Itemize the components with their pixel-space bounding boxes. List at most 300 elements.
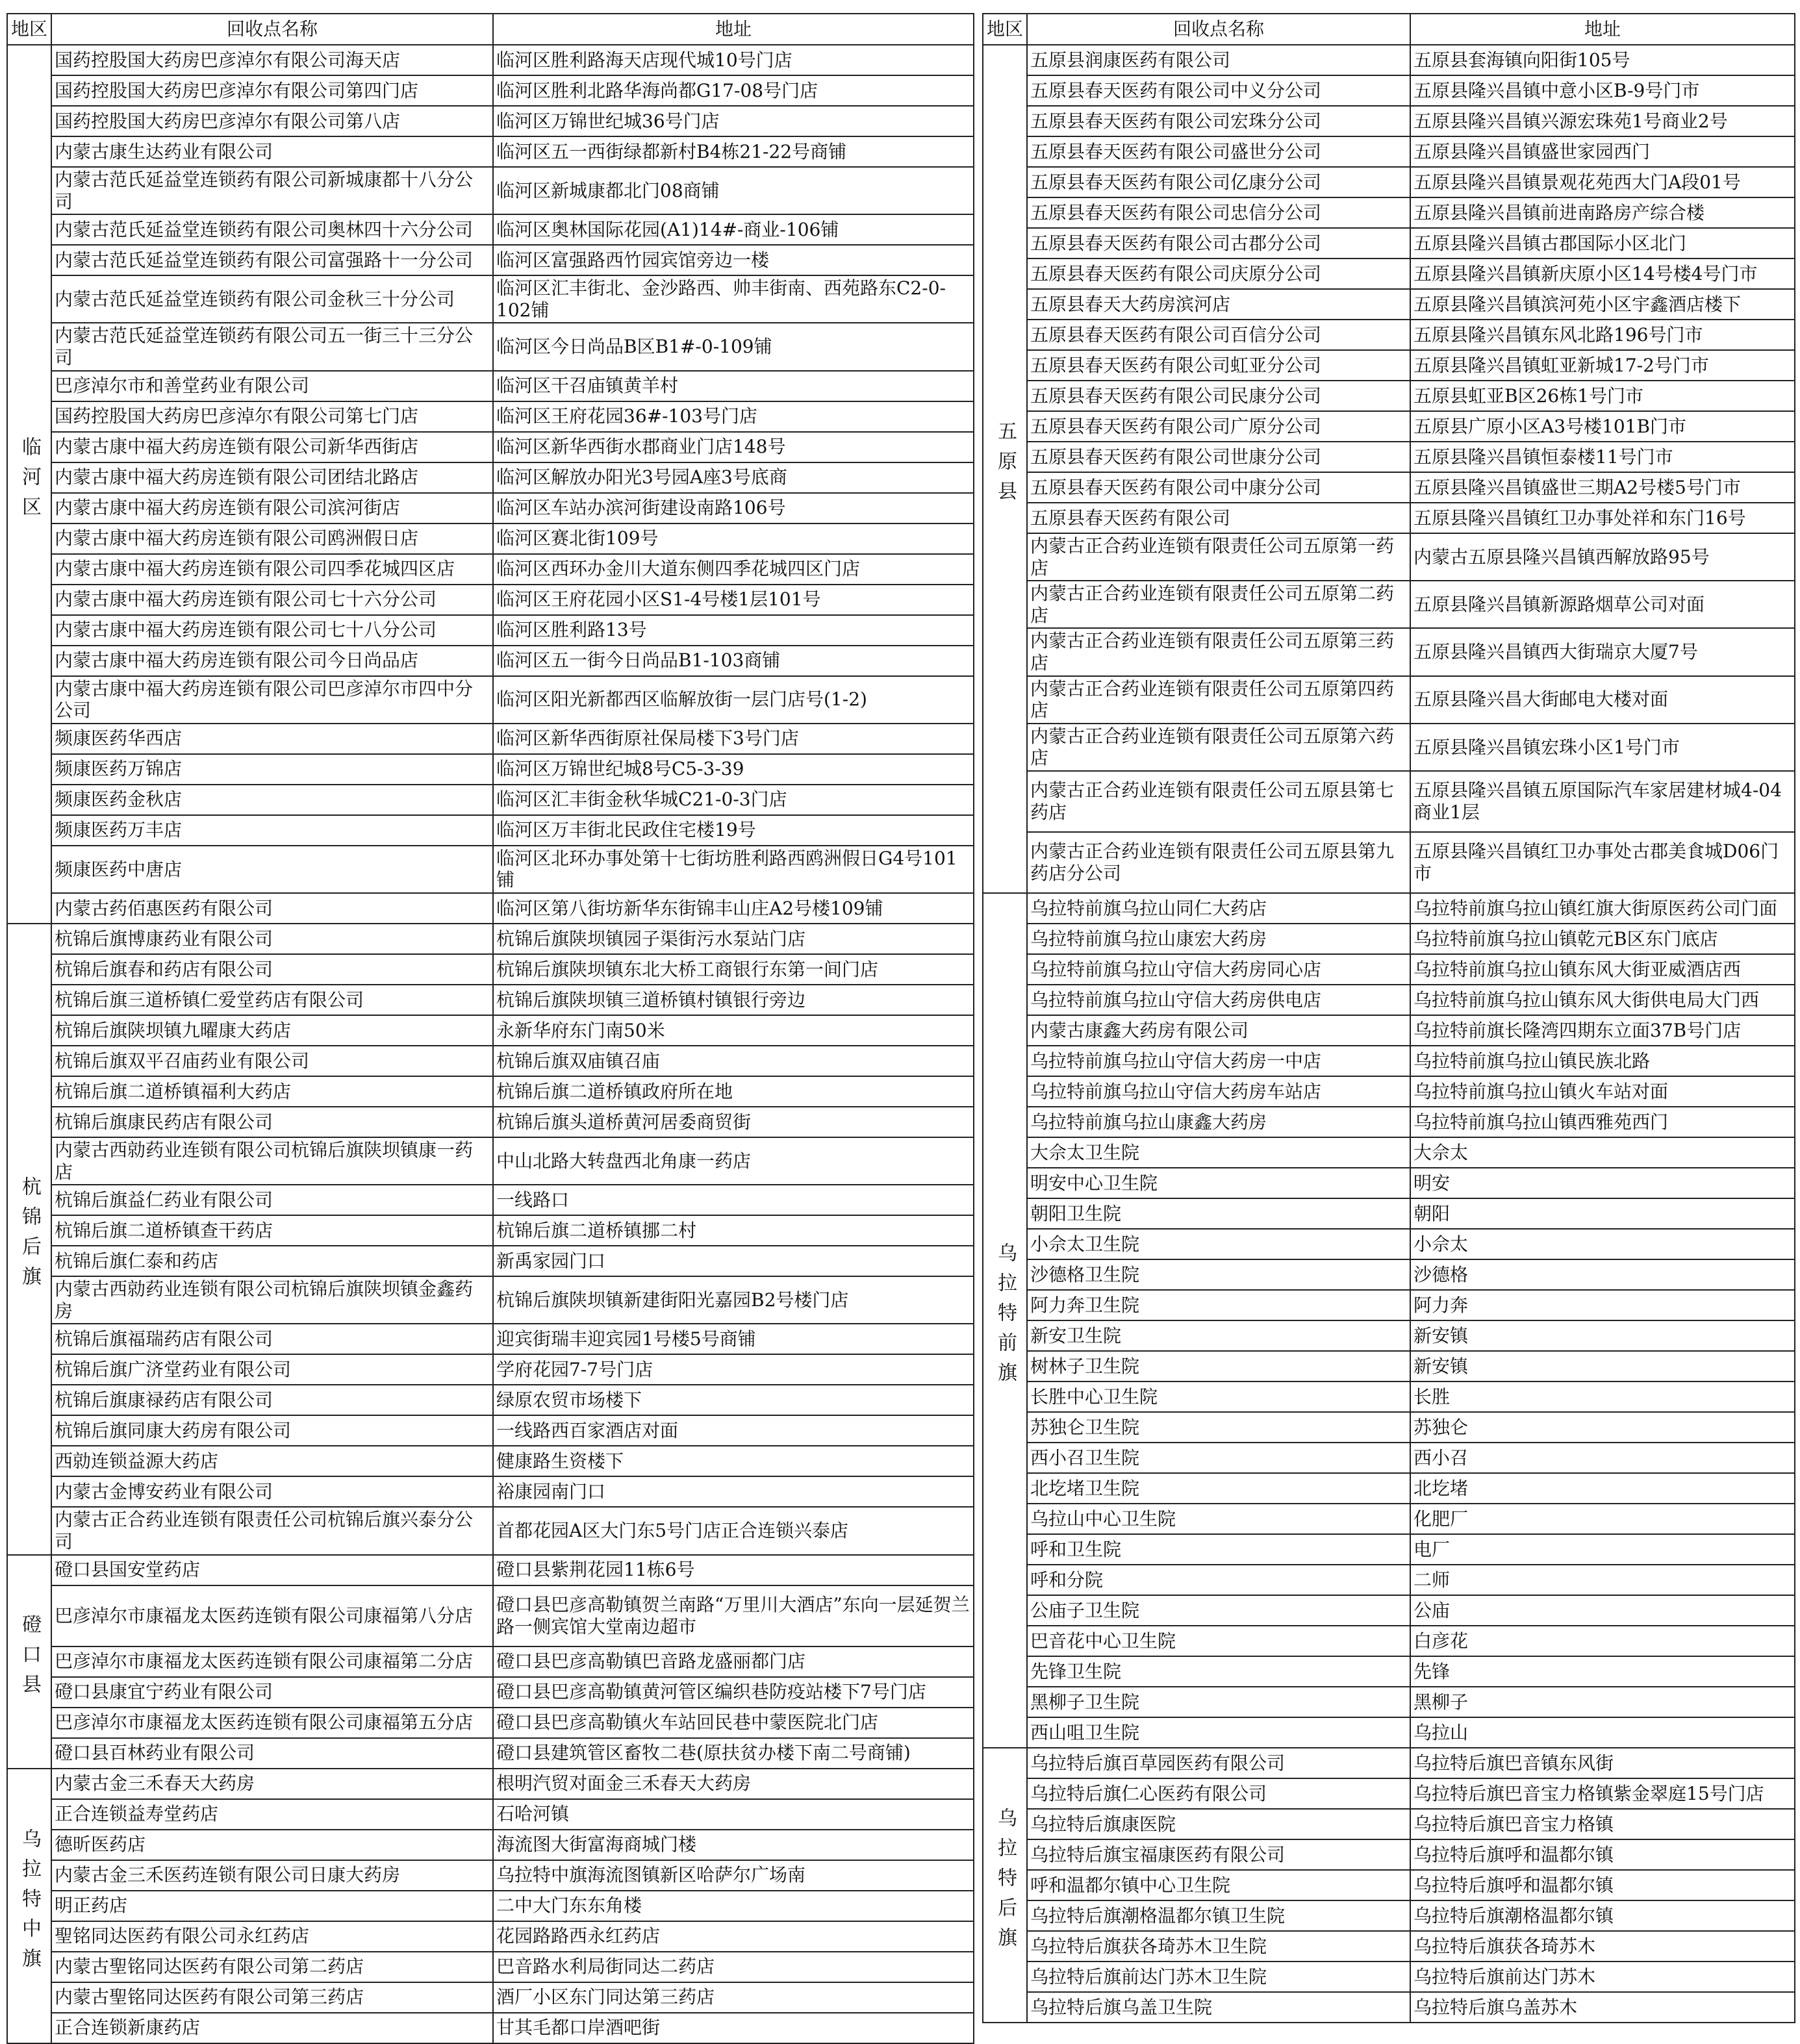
site-name: 杭锦后旗福瑞药店有限公司 <box>51 1324 493 1354</box>
table-row <box>7 524 974 554</box>
site-address: 首都花园A区大门东5号门店正合连锁兴泰店 <box>493 1507 974 1554</box>
site-address: 明安 <box>1410 1168 1795 1198</box>
site-address: 绿原农贸市场楼下 <box>493 1385 974 1415</box>
site-name: 先锋卫生院 <box>1027 1656 1410 1687</box>
site-address: 乌拉山 <box>1410 1717 1795 1748</box>
site-name: 西勍连锁益源大药店 <box>51 1446 493 1476</box>
site-address: 二中大门东东角楼 <box>493 1891 974 1921</box>
table-row <box>983 1229 1795 1259</box>
site-address: 临河区五一西街绿都新村B4栋21-22号商铺 <box>493 136 974 167</box>
site-address: 乌拉特后旗获各琦苏木 <box>1410 1931 1795 1962</box>
site-name: 频康医药万锦店 <box>51 754 493 785</box>
table-row <box>983 1198 1795 1229</box>
table-row <box>7 1385 974 1415</box>
site-address: 小佘太 <box>1410 1229 1795 1259</box>
site-name: 长胜中心卫生院 <box>1027 1382 1410 1412</box>
site-address: 乌拉特前旗乌拉山镇西雅苑西门 <box>1410 1107 1795 1137</box>
header-region: 地区 <box>983 14 1027 45</box>
site-address: 五原县隆兴昌镇景观花苑西大门A段01号 <box>1410 167 1795 197</box>
table-row <box>7 1446 974 1476</box>
site-name: 频康医药华西店 <box>51 724 493 754</box>
table-row <box>983 893 1795 924</box>
site-address: 临河区汇丰街金秋华城C21-0-3门店 <box>493 785 974 815</box>
header-row <box>983 14 1795 45</box>
site-address: 五原县隆兴昌镇滨河苑小区宇鑫酒店楼下 <box>1410 289 1795 320</box>
site-address: 五原县隆兴昌镇恒泰楼11号门市 <box>1410 442 1795 472</box>
header-name: 回收点名称 <box>1027 14 1410 45</box>
site-name: 五原县春天医药有限公司古郡分公司 <box>1027 228 1410 259</box>
table-row <box>7 401 974 432</box>
site-address: 五原县隆兴昌镇兴源宏珠苑1号商业2号 <box>1410 106 1795 136</box>
site-address: 临河区万锦世纪城8号C5-3-39 <box>493 754 974 785</box>
table-row <box>7 75 974 106</box>
table-row <box>7 1076 974 1107</box>
site-address: 杭锦后旗陕坝镇园子渠街污水泵站门店 <box>493 924 974 954</box>
table-row <box>983 136 1795 167</box>
table-row <box>983 259 1795 289</box>
table-row <box>983 503 1795 533</box>
site-address: 五原县隆兴昌镇虹亚新城17-2号门市 <box>1410 350 1795 381</box>
site-name: 杭锦后旗仁泰和药店 <box>51 1246 493 1276</box>
region-label: 乌拉特中旗 <box>18 1828 41 1978</box>
table-row <box>7 1276 974 1324</box>
site-address: 临河区奥林国际花园(A1)14#-商业-106铺 <box>493 214 974 245</box>
region-label: 五原县 <box>994 421 1017 511</box>
table-row <box>983 350 1795 381</box>
site-name: 杭锦后旗二道桥镇查干药店 <box>51 1215 493 1246</box>
table-row <box>7 1982 974 2013</box>
table-row <box>983 381 1795 411</box>
site-address: 二师 <box>1410 1565 1795 1595</box>
table-row <box>7 1324 974 1354</box>
left-table <box>6 13 974 2044</box>
region-cell <box>7 1555 51 1769</box>
site-name: 乌拉特后旗前达门苏木卫生院 <box>1027 1962 1410 1992</box>
site-name: 新安卫生院 <box>1027 1320 1410 1351</box>
table-row <box>983 771 1795 832</box>
site-address: 磴口县巴彦高勒镇贺兰南路“万里川大酒店”东向一层延贺兰路一侧宾馆大堂南边超市 <box>493 1585 974 1647</box>
site-name: 乌拉特后旗康医院 <box>1027 1809 1410 1839</box>
site-name: 巴彦淖尔市康福龙太医药连锁有限公司康福第二分店 <box>51 1647 493 1677</box>
site-address: 西小召 <box>1410 1443 1795 1473</box>
site-name: 国药控股国大药房巴彦淖尔有限公司海天店 <box>51 45 493 75</box>
site-address: 学府花园7-7号门店 <box>493 1354 974 1385</box>
site-address: 乌拉特前旗长隆湾四期东立面37B号门店 <box>1410 1015 1795 1046</box>
table-row <box>7 2013 974 2043</box>
site-name: 五原县春天医药有限公司盛世分公司 <box>1027 136 1410 167</box>
site-address: 乌拉特后旗呼和温都尔镇 <box>1410 1839 1795 1870</box>
site-name: 杭锦后旗益仁药业有限公司 <box>51 1185 493 1215</box>
site-address: 北圪堵 <box>1410 1473 1795 1504</box>
table-row <box>983 724 1795 771</box>
table-row <box>983 1595 1795 1626</box>
site-name: 乌拉特后旗获各琦苏木卫生院 <box>1027 1931 1410 1962</box>
site-name: 五原县春天医药有限公司世康分公司 <box>1027 442 1410 472</box>
site-address: 临河区胜利路海天店现代城10号门店 <box>493 45 974 75</box>
table-row <box>7 432 974 462</box>
region-cell <box>983 45 1027 893</box>
site-name: 频康医药万丰店 <box>51 815 493 846</box>
site-name: 杭锦后旗同康大药房有限公司 <box>51 1415 493 1446</box>
site-name: 乌拉特前旗乌拉山守信大药房供电店 <box>1027 985 1410 1015</box>
site-name: 乌拉特后旗乌盖卫生院 <box>1027 1992 1410 2023</box>
site-address: 五原县隆兴昌镇新庆原小区14号楼4号门市 <box>1410 259 1795 289</box>
site-address: 沙德格 <box>1410 1259 1795 1290</box>
site-name: 德昕医药店 <box>51 1830 493 1860</box>
site-name: 杭锦后旗春和药店有限公司 <box>51 954 493 985</box>
table-row <box>983 75 1795 106</box>
site-address: 乌拉特前旗乌拉山镇民族北路 <box>1410 1046 1795 1076</box>
table-row <box>7 1215 974 1246</box>
table-row <box>7 1415 974 1446</box>
site-address: 磴口县巴彦高勒镇黄河管区编织巷防疫站楼下7号门店 <box>493 1677 974 1708</box>
site-name: 内蒙古正合药业连锁有限责任公司五原县第七药店 <box>1027 771 1410 832</box>
site-address: 杭锦后旗二道桥镇政府所在地 <box>493 1076 974 1107</box>
table-row <box>983 167 1795 197</box>
site-name: 磴口县国安堂药店 <box>51 1555 493 1585</box>
site-address: 电厂 <box>1410 1534 1795 1565</box>
table-row <box>7 1185 974 1215</box>
site-name: 乌拉特后旗潮格温都尔镇卫生院 <box>1027 1900 1410 1931</box>
site-address: 健康路生资楼下 <box>493 1446 974 1476</box>
site-address: 永新华府东门南50米 <box>493 1015 974 1046</box>
site-name: 阿力奔卫生院 <box>1027 1290 1410 1320</box>
table-row <box>7 815 974 846</box>
table-row <box>983 1412 1795 1443</box>
table-row <box>7 1476 974 1507</box>
site-address: 临河区西环办金川大道东侧四季花城四区门店 <box>493 554 974 585</box>
site-address: 乌拉特后旗巴音宝力格镇 <box>1410 1809 1795 1839</box>
site-name: 内蒙古聖铭同达医药有限公司第三药店 <box>51 1982 493 2013</box>
site-name: 内蒙古正合药业连锁有限责任公司五原第一药店 <box>1027 533 1410 581</box>
site-name: 明正药店 <box>51 1891 493 1921</box>
site-address: 乌拉特后旗潮格温都尔镇 <box>1410 1900 1795 1931</box>
region-cell <box>983 893 1027 1748</box>
site-name: 内蒙古正合药业连锁有限责任公司杭锦后旗兴泰分公司 <box>51 1507 493 1554</box>
table-row <box>7 1677 974 1708</box>
site-name: 公庙子卫生院 <box>1027 1595 1410 1626</box>
table-row <box>7 1507 974 1554</box>
site-address: 临河区万丰街北民政住宅楼19号 <box>493 815 974 846</box>
site-address: 一线路口 <box>493 1185 974 1215</box>
site-address: 乌拉特前旗乌拉山镇火车站对面 <box>1410 1076 1795 1107</box>
site-address: 中山北路大转盘西北角康一药店 <box>493 1137 974 1185</box>
site-name: 大佘太卫生院 <box>1027 1137 1410 1168</box>
site-address: 乌拉特后旗巴音宝力格镇紫金翠庭15号门店 <box>1410 1778 1795 1809</box>
site-address: 五原县隆兴昌镇新源路烟草公司对面 <box>1410 581 1795 628</box>
table-row <box>7 106 974 136</box>
site-name: 乌拉特后旗百草园医药有限公司 <box>1027 1748 1410 1778</box>
table-row <box>983 1137 1795 1168</box>
site-address: 乌拉特后旗乌盖苏木 <box>1410 1992 1795 2023</box>
site-address: 迎宾街瑞丰迎宾园1号楼5号商铺 <box>493 1324 974 1354</box>
table-row <box>983 676 1795 724</box>
table-row <box>983 1870 1795 1900</box>
site-name: 内蒙古药佰惠医药有限公司 <box>51 893 493 924</box>
site-address: 乌拉特前旗乌拉山镇乾元B区东门底店 <box>1410 924 1795 954</box>
site-name: 内蒙古范氏延益堂连锁药有限公司富强路十一分公司 <box>51 245 493 275</box>
table-row <box>7 1708 974 1738</box>
site-name: 巴彦淖尔市康福龙太医药连锁有限公司康福第八分店 <box>51 1585 493 1647</box>
region-cell <box>7 45 51 924</box>
site-name: 乌拉特前旗乌拉山康鑫大药房 <box>1027 1107 1410 1137</box>
site-address: 公庙 <box>1410 1595 1795 1626</box>
site-name: 乌拉特后旗仁心医药有限公司 <box>1027 1778 1410 1809</box>
site-address: 朝阳 <box>1410 1198 1795 1229</box>
table-row <box>7 1799 974 1830</box>
site-address: 五原县隆兴昌镇宏珠小区1号门市 <box>1410 724 1795 771</box>
site-address: 临河区胜利北路华海尚都G17-08号门店 <box>493 75 974 106</box>
site-name: 明安中心卫生院 <box>1027 1168 1410 1198</box>
table-row <box>7 1738 974 1769</box>
site-address: 乌拉特前旗乌拉山镇东风大街供电局大门西 <box>1410 985 1795 1015</box>
site-name: 杭锦后旗三道桥镇仁爱堂药店有限公司 <box>51 985 493 1015</box>
table-row <box>7 954 974 985</box>
table-row <box>7 676 974 724</box>
table-row <box>983 1168 1795 1198</box>
site-name: 频康医药中唐店 <box>51 846 493 893</box>
table-row <box>983 1076 1795 1107</box>
site-name: 聖铭同达医药有限公司永红药店 <box>51 1921 493 1952</box>
site-address: 乌拉特前旗乌拉山镇红旗大街原医药公司门面 <box>1410 893 1795 924</box>
table-row <box>7 1647 974 1677</box>
table-row <box>7 214 974 245</box>
table-row <box>983 106 1795 136</box>
site-address: 临河区五一街今日尚品B1-103商铺 <box>493 646 974 676</box>
site-address: 磴口县紫荆花园11栋6号 <box>493 1555 974 1585</box>
site-address: 甘其毛都口岸酒吧街 <box>493 2013 974 2043</box>
site-name: 内蒙古康中福大药房连锁有限公司四季花城四区店 <box>51 554 493 585</box>
table-row <box>7 554 974 585</box>
header-region: 地区 <box>7 14 51 45</box>
site-address: 临河区胜利路13号 <box>493 615 974 646</box>
table-row <box>983 1809 1795 1839</box>
site-name: 乌拉特前旗乌拉山同仁大药店 <box>1027 893 1410 924</box>
table-row <box>7 1555 974 1585</box>
table-row <box>983 954 1795 985</box>
table-row <box>983 1320 1795 1351</box>
site-name: 呼和分院 <box>1027 1565 1410 1595</box>
table-row <box>983 924 1795 954</box>
site-name: 乌拉山中心卫生院 <box>1027 1504 1410 1534</box>
site-name: 国药控股国大药房巴彦淖尔有限公司第四门店 <box>51 75 493 106</box>
table-row <box>7 462 974 493</box>
site-address: 五原县隆兴昌镇红卫办事处祥和东门16号 <box>1410 503 1795 533</box>
header-address: 地址 <box>493 14 974 45</box>
site-address: 临河区干召庙镇黄羊村 <box>493 371 974 401</box>
site-name: 五原县春天医药有限公司宏珠分公司 <box>1027 106 1410 136</box>
site-name: 乌拉特前旗乌拉山守信大药房一中店 <box>1027 1046 1410 1076</box>
site-name: 北圪堵卫生院 <box>1027 1473 1410 1504</box>
site-address: 裕康园南门口 <box>493 1476 974 1507</box>
site-address: 五原县隆兴昌镇盛世家园西门 <box>1410 136 1795 167</box>
site-name: 五原县春天医药有限公司庆原分公司 <box>1027 259 1410 289</box>
site-address: 五原县隆兴昌镇盛世三期A2号楼5号门市 <box>1410 472 1795 503</box>
site-address: 临河区新城康都北门08商铺 <box>493 167 974 214</box>
site-name: 乌拉特后旗宝福康医药有限公司 <box>1027 1839 1410 1870</box>
table-row <box>983 1473 1795 1504</box>
site-address: 长胜 <box>1410 1382 1795 1412</box>
table-row <box>983 1382 1795 1412</box>
table-row <box>983 1504 1795 1534</box>
table-row <box>7 1015 974 1046</box>
site-name: 内蒙古正合药业连锁有限责任公司五原县第九药店分公司 <box>1027 832 1410 893</box>
table-row <box>983 1900 1795 1931</box>
table-row <box>7 724 974 754</box>
site-name: 五原县润康医药有限公司 <box>1027 45 1410 75</box>
site-address: 黑柳子 <box>1410 1687 1795 1717</box>
site-address: 杭锦后旗头道桥黄河居委商贸街 <box>493 1107 974 1137</box>
table-row <box>983 228 1795 259</box>
site-name: 正合连锁益寿堂药店 <box>51 1799 493 1830</box>
site-name: 呼和卫生院 <box>1027 1534 1410 1565</box>
table-row <box>7 893 974 924</box>
table-row <box>7 1137 974 1185</box>
table-row <box>983 45 1795 75</box>
site-address: 五原县广原小区A3号楼101B门市 <box>1410 411 1795 442</box>
table-row <box>983 985 1795 1015</box>
site-address: 花园路路西永红药店 <box>493 1921 974 1952</box>
site-address: 五原县虹亚B区26栋1号门市 <box>1410 381 1795 411</box>
site-address: 临河区阳光新都西区临解放街一层门店号(1-2) <box>493 676 974 724</box>
table-row <box>983 1656 1795 1687</box>
site-address: 临河区解放办阳光3号园A座3号底商 <box>493 462 974 493</box>
site-address: 五原县隆兴昌镇前进南路房产综合楼 <box>1410 197 1795 228</box>
site-name: 正合连锁新康药店 <box>51 2013 493 2043</box>
table-row <box>983 1962 1795 1992</box>
table-row <box>983 1534 1795 1565</box>
site-name: 内蒙古范氏延益堂连锁药有限公司新城康都十八分公司 <box>51 167 493 214</box>
region-label: 临河区 <box>18 436 41 526</box>
site-address: 五原县隆兴昌大街邮电大楼对面 <box>1410 676 1795 724</box>
site-address: 五原县隆兴昌镇西大街瑞京大厦7号 <box>1410 628 1795 675</box>
site-name: 内蒙古范氏延益堂连锁药有限公司五一街三十三分公司 <box>51 323 493 370</box>
site-name: 内蒙古西勍药业连锁有限公司杭锦后旗陕坝镇金鑫药房 <box>51 1276 493 1324</box>
table-row <box>983 1290 1795 1320</box>
table-row <box>983 289 1795 320</box>
site-address: 临河区万锦世纪城36号门店 <box>493 106 974 136</box>
table-row <box>7 1046 974 1076</box>
table-row <box>7 493 974 524</box>
table-row <box>7 1107 974 1137</box>
table-row <box>7 245 974 275</box>
table-row <box>983 1351 1795 1382</box>
site-name: 五原县春天医药有限公司虹亚分公司 <box>1027 350 1410 381</box>
region-label: 乌拉特后旗 <box>994 1807 1017 1957</box>
site-address: 临河区汇丰街北、金沙路西、帅丰街南、西苑路东C2-0-102铺 <box>493 275 974 323</box>
site-name: 乌拉特前旗乌拉山守信大药房同心店 <box>1027 954 1410 985</box>
site-name: 乌拉特前旗乌拉山康宏大药房 <box>1027 924 1410 954</box>
site-name: 内蒙古正合药业连锁有限责任公司五原第三药店 <box>1027 628 1410 675</box>
site-name: 内蒙古康生达药业有限公司 <box>51 136 493 167</box>
header-row <box>7 14 974 45</box>
table-row <box>7 924 974 954</box>
region-cell <box>7 924 51 1555</box>
site-address: 白彦花 <box>1410 1626 1795 1656</box>
site-name: 国药控股国大药房巴彦淖尔有限公司第七门店 <box>51 401 493 432</box>
site-address: 化肥厂 <box>1410 1504 1795 1534</box>
site-name: 五原县春天医药有限公司百信分公司 <box>1027 320 1410 350</box>
region-cell <box>7 1769 51 2043</box>
right-table <box>982 13 1795 2023</box>
table-row <box>7 1952 974 1982</box>
site-name: 沙德格卫生院 <box>1027 1259 1410 1290</box>
table-row <box>7 45 974 75</box>
site-address: 杭锦后旗陕坝镇东北大桥工商银行东第一间门店 <box>493 954 974 985</box>
header-name: 回收点名称 <box>51 14 493 45</box>
table-row <box>983 411 1795 442</box>
site-address: 临河区今日尚品B区B1#-0-109铺 <box>493 323 974 370</box>
site-address: 五原县套海镇向阳街105号 <box>1410 45 1795 75</box>
site-address: 五原县隆兴昌镇东风北路196号门市 <box>1410 320 1795 350</box>
site-address: 新安镇 <box>1410 1320 1795 1351</box>
site-name: 内蒙古范氏延益堂连锁药有限公司金秋三十分公司 <box>51 275 493 323</box>
site-name: 西山咀卫生院 <box>1027 1717 1410 1748</box>
site-address: 阿力奔 <box>1410 1290 1795 1320</box>
site-name: 五原县春天医药有限公司中义分公司 <box>1027 75 1410 106</box>
site-name: 内蒙古西勍药业连锁有限公司杭锦后旗陕坝镇康一药店 <box>51 1137 493 1185</box>
table-row <box>7 371 974 401</box>
table-row <box>7 1830 974 1860</box>
site-name: 频康医药金秋店 <box>51 785 493 815</box>
site-address: 杭锦后旗陕坝镇新建街阳光嘉园B2号楼门店 <box>493 1276 974 1324</box>
site-address: 临河区新华西街原社保局楼下3号门店 <box>493 724 974 754</box>
site-address: 临河区第八街坊新华东街锦丰山庄A2号楼109铺 <box>493 893 974 924</box>
table-row <box>7 615 974 646</box>
site-address: 苏独仑 <box>1410 1412 1795 1443</box>
site-address: 根明汽贸对面金三禾春天大药房 <box>493 1769 974 1799</box>
site-name: 黑柳子卫生院 <box>1027 1687 1410 1717</box>
table-row <box>7 1585 974 1647</box>
site-address: 一线路西百家酒店对面 <box>493 1415 974 1446</box>
region-label: 磴口县 <box>18 1613 41 1704</box>
site-name: 杭锦后旗康民药店有限公司 <box>51 1107 493 1137</box>
site-name: 内蒙古正合药业连锁有限责任公司五原第六药店 <box>1027 724 1410 771</box>
site-address: 临河区北环办事处第十七街坊胜利路西鸥洲假日G4号101铺 <box>493 846 974 893</box>
site-name: 杭锦后旗二道桥镇福利大药店 <box>51 1076 493 1107</box>
site-name: 内蒙古康中福大药房连锁有限公司滨河街店 <box>51 493 493 524</box>
table-row <box>7 646 974 676</box>
header-address: 地址 <box>1410 14 1795 45</box>
site-address: 内蒙古五原县隆兴昌镇西解放路95号 <box>1410 533 1795 581</box>
site-name: 巴彦淖尔市和善堂药业有限公司 <box>51 371 493 401</box>
table-row <box>983 581 1795 628</box>
site-name: 呼和温都尔镇中心卫生院 <box>1027 1870 1410 1900</box>
site-name: 五原县春天医药有限公司民康分公司 <box>1027 381 1410 411</box>
site-address: 乌拉特后旗前达门苏木 <box>1410 1962 1795 1992</box>
site-address: 杭锦后旗二道桥镇挪二村 <box>493 1215 974 1246</box>
site-address: 巴音路水利局街同达二药店 <box>493 1952 974 1982</box>
site-name: 内蒙古康鑫大药房有限公司 <box>1027 1015 1410 1046</box>
site-name: 西小召卫生院 <box>1027 1443 1410 1473</box>
site-name: 五原县春天医药有限公司 <box>1027 503 1410 533</box>
site-address: 磴口县建筑管区畜牧二巷(原扶贫办楼下南二号商铺) <box>493 1738 974 1769</box>
site-name: 内蒙古康中福大药房连锁有限公司巴彦淖尔市四中分公司 <box>51 676 493 724</box>
table-row <box>7 585 974 615</box>
site-address: 临河区新华西街水郡商业门店148号 <box>493 432 974 462</box>
table-row <box>983 832 1795 893</box>
site-name: 内蒙古正合药业连锁有限责任公司五原第四药店 <box>1027 676 1410 724</box>
site-address: 大佘太 <box>1410 1137 1795 1168</box>
site-name: 五原县春天医药有限公司亿康分公司 <box>1027 167 1410 197</box>
site-address: 新安镇 <box>1410 1351 1795 1382</box>
site-address: 新禹家园门口 <box>493 1246 974 1276</box>
table-row <box>983 1748 1795 1778</box>
table-row <box>983 1259 1795 1290</box>
site-name: 内蒙古康中福大药房连锁有限公司新华西街店 <box>51 432 493 462</box>
table-row <box>983 442 1795 472</box>
table-row <box>7 1860 974 1891</box>
